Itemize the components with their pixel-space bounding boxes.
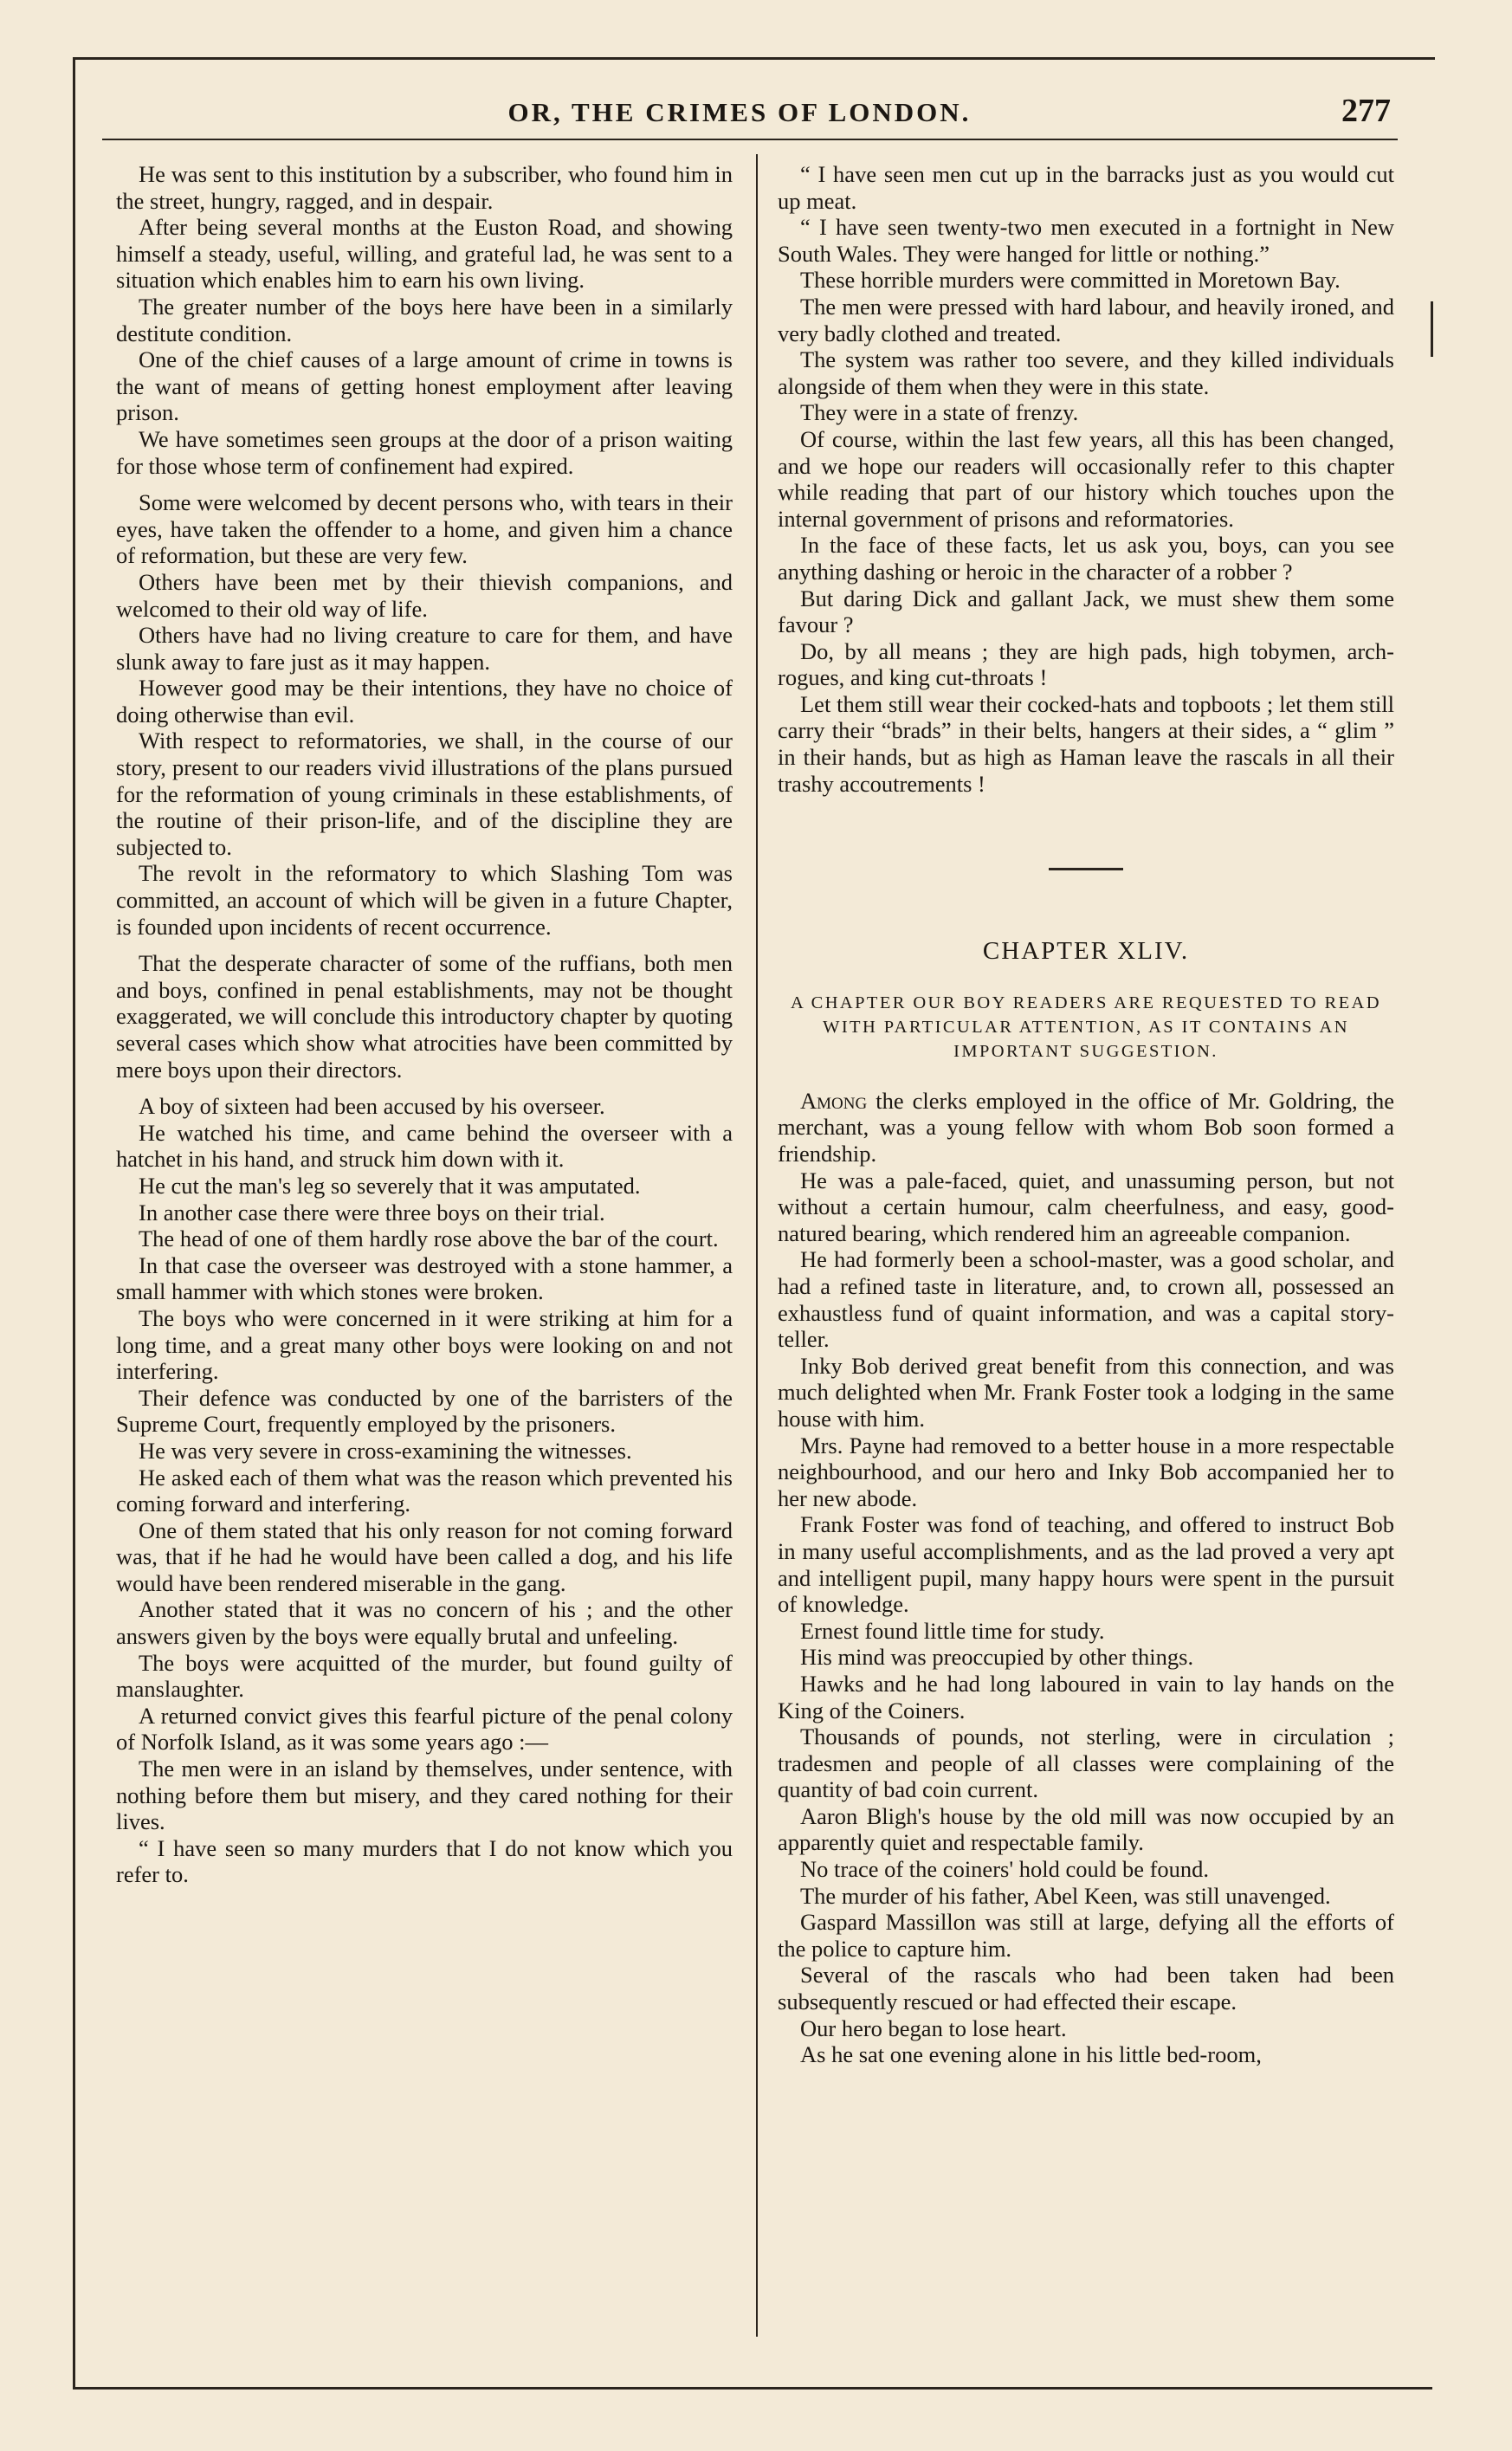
left-column [116,161,733,1888]
paragraph: In the face of these facts, let us ask you, boys, can you see anything dashing or heroic in the character of a robber ? [778,532,1394,585]
paragraph: Of course, within the last few years, all this has been changed, and we hope our readers will occasionally refer to this chapter while reading that part of our history which touches upon the internal government of prisons and reformatories. [778,425,1394,532]
paragraph: That the desperate character of some of the ruffians, both men and boys, confined in penal establishments, may not be thought exaggerated, we will conclude this introductory chapter by quoting several cases which show what atrocities have been committed by mere boys upon their directors. [116,950,733,1083]
paragraph: In that case the overseer was destroyed with a stone hammer, a small hammer with which stones were broken. [116,1251,733,1305]
paragraph: Our hero began to lose heart. [800,2014,1067,2041]
paragraph: He watched his time, and came behind the overseer with a hatchet in his hand, and struck him down with it. [116,1119,733,1173]
paragraph: Frank Foster was fond of teaching, and offered to instruct Bob in many useful accomplishments, and as the lad proved a very apt and intelligent pupil, many happy hours were spent in the pursuit of knowledge. [778,1511,1394,1618]
running-title: OR, THE CRIMES OF LONDON. [507,97,972,127]
paragraph: One of the chief causes of a large amount of crime in towns is the want of means of getting honest employment after leaving prison. [116,346,733,426]
paragraph: He was very severe in cross-examining the witnesses. [139,1437,632,1464]
paragraph: The greater number of the boys here have been in a similarly destitute condition. [116,293,733,346]
paragraph: Hawks and he had long laboured in vain to lay hands on the King of the Coiners. [778,1670,1394,1723]
paragraph: “ I have seen twenty-two men executed in a fortnight in New South Wales. They were hanged for little or nothing.” [778,214,1394,267]
paragraph: After being several months at the Euston Road, and showing himself a steady, useful, willing, and grateful lad, he was sent to a situation which enables him to earn his own living. [116,214,733,294]
paragraph: In another case there were three boys on their trial. [139,1199,605,1226]
paragraph: The system was rather too severe, and they killed individuals alongside of them when they were in this state. [778,346,1394,399]
paragraph: However good may be their intentions, they have no choice of doing otherwise than evil. [116,675,733,728]
paragraph: The men were in an island by themselves, under sentence, with nothing before them but misery, and they cared nothing for their lives. [116,1756,733,1835]
column-divider [756,154,758,2337]
paragraph: Several of the rascals who had been taken had been subsequently rescued or had effected their escape. [778,1962,1394,2015]
chapter-opening-paragraph [778,1088,1394,1167]
chapter-title: CHAPTER XLIV. [982,937,1190,966]
paragraph: His mind was preoccupied by other things. [800,1644,1194,1671]
paragraph: He was sent to this institution by a subscriber, who found him in the street, hungry, ragged, and in despair. [116,161,733,214]
paragraph: The men were pressed with hard labour, and heavily ironed, and very badly clothed and treated. [778,293,1394,346]
paragraph: “ I have seen men cut up in the barracks just as you would cut up meat. [778,161,1394,214]
paragraph: They were in a state of frenzy. [800,399,1079,426]
paragraph: As he sat one evening alone in his little bed-room, [800,2041,1262,2068]
paragraph: The boys were acquitted of the murder, but found guilty of manslaughter. [116,1649,733,1703]
paragraph: He cut the man's leg so severely that it was amputated. [139,1172,641,1199]
paragraph: One of them stated that his only reason for not coming forward was, that if he had he would have been called a dog, and his life would have been rendered miserable in the gang. [116,1517,733,1596]
paragraph: No trace of the coiners' hold could be found. [800,1856,1210,1883]
paragraph: Mrs. Payne had removed to a better house in a more respectable neighbourhood, and our hero and Inky Bob accompanied her to her new abode. [778,1432,1394,1511]
paragraph: Aaron Bligh's house by the old mill was now occupied by an apparently quiet and respectable family. [778,1802,1394,1856]
paragraph: “ I have seen so many murders that I do not know which you refer to. [116,1834,733,1888]
chapter-summary: A CHAPTER OUR BOY READERS ARE REQUESTED TO READ WITH PARTICULAR ATTENTION, AS IT CONTAINS AN IMPORTANT SUGGESTION. [791,993,1381,1061]
paragraph: Others have had no living creature to care for them, and have slunk away to fare just as it may happen. [116,622,733,675]
paragraph: Inky Bob derived great benefit from this connection, and was much delighted when Mr. Frank Foster took a lodging in the same house with him. [778,1352,1394,1432]
paragraph: He was a pale-faced, quiet, and unassuming person, but not without a certain humour, calm cheerfulness, and easy, good-natured bearing, which rendered him an agreeable companion. [778,1167,1394,1246]
paragraph: Gaspard Massillon was still at large, defying all the efforts of the police to capture him. [778,1909,1394,1962]
section-separator [1049,868,1123,870]
paragraph: A returned convict gives this fearful picture of the penal colony of Norfolk Island, as it was some years ago :— [116,1702,733,1756]
paragraph: Some were welcomed by decent persons who, with tears in their eyes, have taken the offender to a home, and given him a chance of reformation, but these are very few. [116,489,733,569]
running-head [73,90,1406,135]
bottom-rule [73,2387,1432,2390]
paragraph: But daring Dick and gallant Jack, we must shew them some favour ? [778,585,1394,638]
paragraph: With respect to reformatories, we shall, in the course of our story, present to our readers vivid illustrations of the plans pursued for the reformation of young criminals in these establishments, of the routine of their prison-life, and of the discipline they are subjected to. [116,728,733,860]
right-column [778,161,1394,2068]
paragraph: He had formerly been a school-master, was a good scholar, and had a refined taste in literature, and, to crown all, possessed an exhaustless fund of quaint information, and was a capital story-teller. [778,1246,1394,1353]
paragraph: Others have been met by their thievish companions, and welcomed to their old way of life. [116,568,733,622]
paragraph: He asked each of them what was the reason which prevented his coming forward and interfering. [116,1464,733,1517]
paragraph: We have sometimes seen groups at the door of a prison waiting for those whose term of confinement had expired. [116,425,733,479]
paragraph: Let them still wear their cocked-hats and topboots ; let them still carry their “brads” in their belts, hangers at their sides, a “ glim ” in their hands, but as high as Haman leave the rascals in all their trashy accoutrements ! [778,690,1394,797]
paragraph: These horrible murders were committed in Moretown Bay. [800,267,1341,294]
header-rule [102,139,1398,140]
opening-text: the clerks employed in the office of Mr. Goldring, the merchant, was a young fellow with whom Bob soon formed a friendship. [778,1087,1394,1167]
paragraph: The head of one of them hardly rose above the bar of the court. [139,1226,719,1252]
paragraph: Do, by all means ; they are high pads, high tobymen, arch-rogues, and king cut-throats ! [778,637,1394,691]
paragraph: The boys who were concerned in it were striking at him for a long time, and a great many other boys were looking on and not interfering. [116,1304,733,1385]
margin-mark [1431,301,1433,357]
page-number: 277 [1341,93,1391,129]
paragraph: Their defence was conducted by one of the barristers of the Supreme Court, frequently employed by the prisoners. [116,1384,733,1438]
paragraph: The revolt in the reformatory to which Slashing Tom was committed, an account of which will be given in a future Chapter, is founded upon incidents of recent occurrence. [116,860,733,940]
paragraph: Thousands of pounds, not sterling, were in circulation ; tradesmen and people of all classes were complaining of the quantity of bad coin current. [778,1723,1394,1803]
paragraph: Ernest found little time for study. [800,1617,1105,1644]
paragraph: A boy of sixteen had been accused by his overseer. [139,1093,605,1120]
opening-word: Among [800,1087,868,1114]
paragraph: The murder of his father, Abel Keen, was still unavenged. [800,1882,1331,1909]
paragraph: Another stated that it was no concern of his ; and the other answers given by the boys were equally brutal and unfeeling. [116,1596,733,1650]
